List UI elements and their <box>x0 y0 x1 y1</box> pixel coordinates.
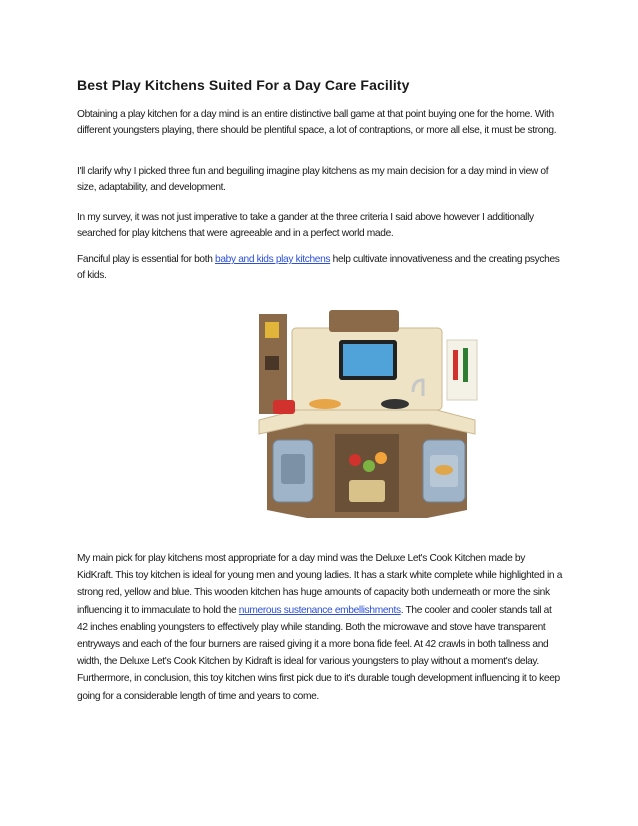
paragraph-intro: Obtaining a play kitchen for a day mind is an entire distinctive ball game at that point buying one for the home. With different youngsters playing, there should be plentiful space, a lot of contraptions, or more all else, it must be strong. <box>77 109 557 137</box>
play-kitchens-link[interactable]: baby and kids play kitchens <box>215 254 331 265</box>
paragraph-text: . The cooler and cooler stands tall at 42 inches enabling youngsters to effectively play while standing. Both the microwave and stove have transparent entryways and each of the four burners are raised giving it a more bona fide feel. At 42 crawls in both tallness and width, the Deluxe Let's Cook Kitchen by Kidraft is ideal for various youngsters to play without a moment's delay. Furthermore, in conclusion, this toy kitchen wins first pick due to it's durable tough development influencing it to keep going for a considerable length of time and years to come. <box>77 604 560 702</box>
pan-icon <box>381 399 409 409</box>
utensil-icon <box>463 348 468 382</box>
paragraph-survey: In my survey, it was not just imperative to take a gander at the three criteria I said above however I additionally searched for play kitchens that were agreeable and in a perfect world made. <box>77 212 534 240</box>
cup-icon <box>265 322 279 338</box>
left-door-window <box>281 454 305 484</box>
utensil-icon <box>453 350 458 380</box>
tablet-display <box>343 344 393 376</box>
vegetable-icon <box>363 460 375 472</box>
paragraph-explanation: I'll clarify why I picked three fun and beguiling imagine play kitchens as my main decision for a day mind in view of size, adaptability, and development. <box>77 166 549 194</box>
jar-icon <box>265 356 279 370</box>
paragraph-text: Fanciful play is essential for both <box>77 254 216 265</box>
basket <box>349 480 385 502</box>
article-title: Best Play Kitchens Suited For a Day Care Facility <box>77 77 410 93</box>
utensil-rack <box>447 340 477 400</box>
pizza-icon <box>435 465 453 475</box>
play-kitchen-illustration <box>237 300 497 530</box>
tomato-icon <box>349 454 361 466</box>
orange-icon <box>375 452 387 464</box>
sustenance-embellishments-link[interactable]: numerous sustenance embellishments <box>238 604 401 616</box>
paragraph-main-pick <box>77 550 563 705</box>
paragraph-text: help cultivate innovativeness and the creating psyches of kids. <box>77 254 560 282</box>
paragraph-fanciful-play <box>77 252 563 285</box>
paragraph-text: My main pick for play kitchens most appropriate for a day mind was the Deluxe Let's Cook Kitchen made by KidKraft. This toy kitchen is ideal for young men and young ladies. It has a stark white complete while highlighted in a strong red, yellow and blue. This wooden kitchen has huge amounts of capacity both underneath or more the sink influencing it to immaculate to hold the <box>77 553 563 616</box>
upper-cabinet <box>329 310 399 332</box>
play-kitchen-image <box>237 300 497 530</box>
burger-icon <box>309 399 341 409</box>
pot-icon <box>273 400 295 414</box>
